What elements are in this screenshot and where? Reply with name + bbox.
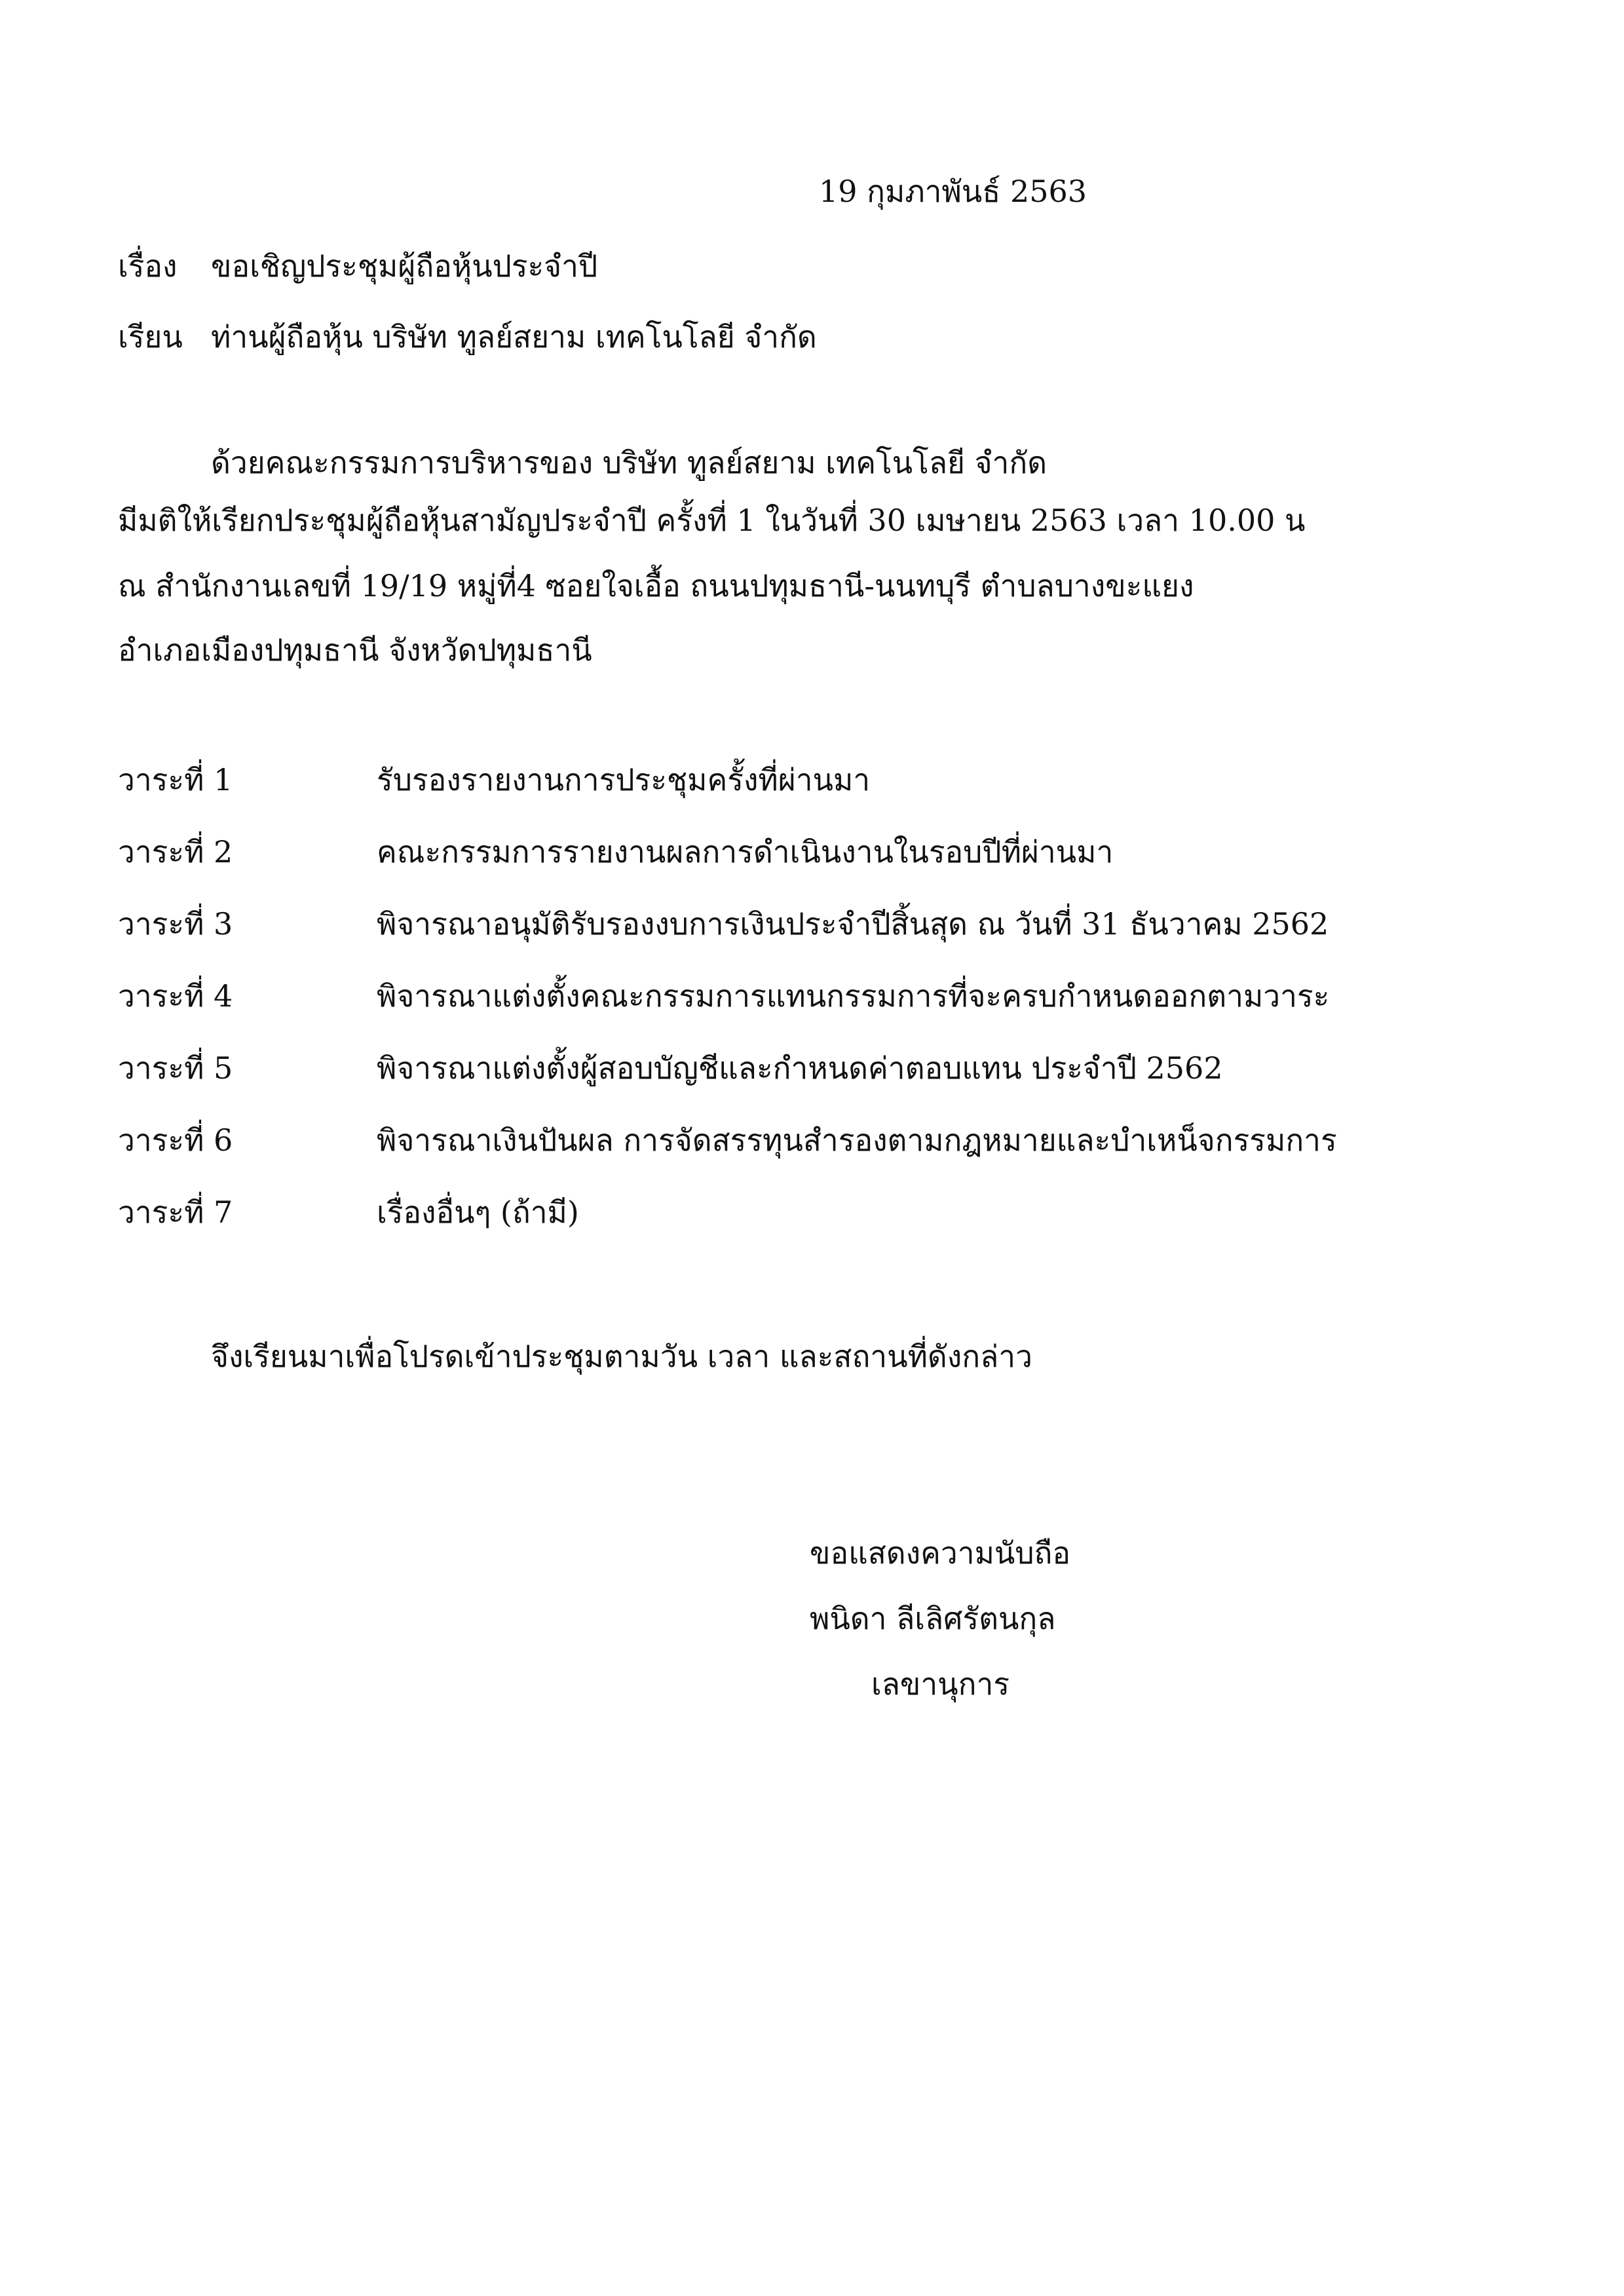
letter-date: 19 กุมภาพันธ์ 2563 (819, 174, 1087, 209)
recipient-text: ท่านผู้ถือหุ้น บริษัท ทูลย์สยาม เทคโนโลยี จำกัด (211, 319, 817, 354)
body-line: ณ สำนักงานเลขที่ 19/19 หมู่ที่4 ซอยใจเอื้อ ถนนปทุมธานี-นนทบุรี ตำบลบางขะแยง (118, 568, 1194, 603)
agenda-item (118, 760, 1428, 832)
agenda-description: รับรองรายงานการประชุมครั้งที่ผ่านมา (377, 762, 871, 797)
body-line: มีมติให้เรียกประชุมผู้ถือหุ้นสามัญประจำปี ครั้งที่ 1 ในวันที่ 30 เมษายน 2563 เวลา 10.00 น (118, 503, 1306, 538)
subject-label: เรื่อง (118, 248, 178, 284)
body-line: ด้วยคณะกรรมการบริหารของ บริษัท ทูลย์สยาม เทคโนโลยี จำกัด (211, 445, 1048, 480)
recipient-label: เรียน (118, 319, 183, 354)
closing-sentence: จึงเรียนมาเพื่อโปรดเข้าประชุมตามวัน เวลา และสถานที่ดังกล่าว (211, 1339, 1032, 1374)
agenda-number: วาระที่ 7 (118, 1195, 233, 1230)
agenda-item (118, 904, 1428, 976)
agenda-item (118, 1048, 1428, 1120)
signature-closing: ขอแสดงความนับถือ (810, 1535, 1071, 1571)
agenda-description: พิจารณาแต่งตั้งผู้สอบบัญชีและกำหนดค่าตอบแทน ประจำปี 2562 (377, 1050, 1223, 1086)
agenda-item (118, 832, 1428, 904)
agenda-item (118, 976, 1428, 1048)
agenda-description: พิจารณาอนุมัติรับรองงบการเงินประจำปีสิ้นสุด ณ วันที่ 31 ธันวาคม 2562 (377, 906, 1329, 942)
agenda-number: วาระที่ 5 (118, 1050, 233, 1086)
agenda-number: วาระที่ 2 (118, 834, 233, 870)
subject-text: ขอเชิญประชุมผู้ถือหุ้นประจำปี (211, 248, 598, 284)
agenda-number: วาระที่ 6 (118, 1122, 233, 1158)
signatory-title: เลขานุการ (871, 1666, 1010, 1702)
agenda-number: วาระที่ 4 (118, 978, 233, 1014)
agenda-number: วาระที่ 3 (118, 906, 233, 942)
signatory-name: พนิดา ลีเลิศรัตนกุล (810, 1601, 1056, 1636)
agenda-number: วาระที่ 1 (118, 762, 233, 797)
agenda-list (118, 760, 1428, 1265)
agenda-description: คณะกรรมการรายงานผลการดำเนินงานในรอบปีที่ผ่านมา (377, 834, 1114, 870)
agenda-item (118, 1193, 1428, 1265)
agenda-description: พิจารณาแต่งตั้งคณะกรรมการแทนกรรมการที่จะครบกำหนดออกตามวาระ (377, 978, 1330, 1014)
agenda-description: เรื่องอื่นๆ (ถ้ามี) (377, 1195, 579, 1230)
body-line: อำเภอเมืองปทุมธานี จังหวัดปทุมธานี (118, 632, 592, 668)
agenda-item (118, 1120, 1428, 1193)
agenda-description: พิจารณาเงินปันผล การจัดสรรทุนสำรองตามกฎหมายและบำเหน็จกรรมการ (377, 1122, 1337, 1158)
